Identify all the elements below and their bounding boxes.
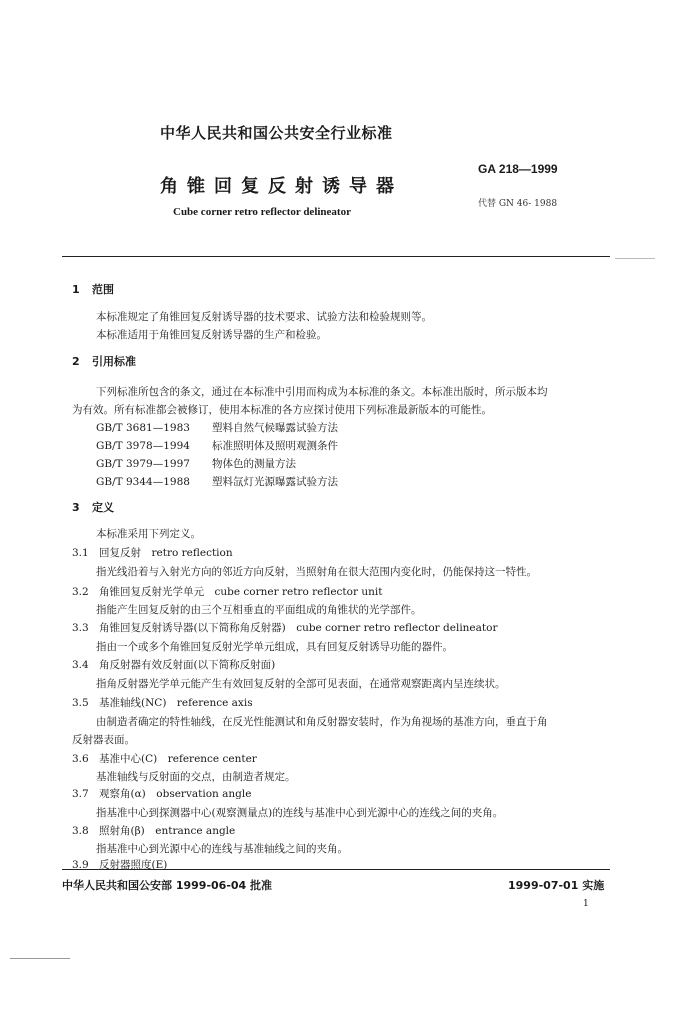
page-number: 1 <box>583 899 589 909</box>
reference-item <box>96 438 338 453</box>
section-number: 1 <box>72 283 80 296</box>
clause-3-6 <box>72 751 257 766</box>
document-title: 角锥回复反射诱导器 <box>160 176 403 197</box>
clause-3-8 <box>72 823 235 838</box>
clause-definition: 由制造者确定的特性轴线，在反光性能测试和角反射器安装时，作为角视场的基准方向，垂直于角 <box>96 716 548 728</box>
reference-item <box>96 474 338 489</box>
clause-number: 3.3 <box>72 622 89 634</box>
scan-margin-mark <box>615 258 655 259</box>
section-title: 定义 <box>92 501 114 514</box>
clause-3-1 <box>72 545 233 560</box>
standard-number: GA 218—1999 <box>478 162 558 176</box>
issuing-organization: 中华人民共和国公共安全行业标准 <box>160 124 393 142</box>
clause-3-3 <box>72 620 497 635</box>
clause-definition: 基准轴线与反射面的交点，由制造者规定。 <box>96 771 296 783</box>
clause-number: 3.1 <box>72 547 89 559</box>
clause-definition: 指角反射器光学单元能产生有效回复反射的全部可见表面，在通常观察距离内呈连续状。 <box>96 678 506 690</box>
reference-code: GB/T 3979—1997 <box>96 458 190 470</box>
document-subtitle-english: Cube corner retro reflector delineator <box>173 206 351 218</box>
clause-term: 照射角(β) entrance angle <box>99 825 236 837</box>
reference-name: 塑料自然气候曝露试验方法 <box>212 422 338 434</box>
clause-definition: 指由一个或多个角锥回复反射光学单元组成，具有回复反射诱导功能的器件。 <box>96 641 453 653</box>
clause-term: 观察角(α) observation angle <box>99 788 252 800</box>
clause-3-7 <box>72 786 251 801</box>
paragraph: 下列标准所包含的条文，通过在本标准中引用而构成为本标准的条文。本标准出版时，所示版本均 <box>96 386 548 398</box>
footer-divider <box>62 869 610 870</box>
clause-definition: 指能产生回复反射的由三个互相垂直的平面组成的角锥状的光学部件。 <box>96 604 422 616</box>
section-1-heading <box>72 281 114 297</box>
clause-number: 3.6 <box>72 753 89 765</box>
approval-line: 中华人民共和国公安部 1999-06-04 批准 <box>62 879 273 892</box>
reference-code: GB/T 3681—1983 <box>96 422 190 434</box>
section-number: 3 <box>72 501 80 514</box>
paragraph: 本标准适用于角锥回复反射诱导器的生产和检验。 <box>96 329 327 341</box>
clause-number: 3.2 <box>72 586 89 598</box>
clause-term: 角锥回复反射光学单元 cube corner retro reflector unit <box>99 586 383 598</box>
paragraph-continued: 为有效。所有标准都会被修订，使用本标准的各方应探讨使用下列标准最新版本的可能性。 <box>72 404 492 416</box>
paragraph: 本标准规定了角锥回复反射诱导器的技术要求、试验方法和检验规则等。 <box>96 311 432 323</box>
clause-number: 3.5 <box>72 697 89 709</box>
scan-margin-mark <box>10 958 70 959</box>
clause-term: 角锥回复反射诱导器(以下简称角反射器) cube corner retro reflector delineator <box>99 622 498 634</box>
section-3-heading <box>72 499 114 515</box>
clause-number: 3.9 <box>72 859 89 871</box>
section-2-heading <box>72 353 136 369</box>
clause-3-4 <box>72 657 275 672</box>
clause-definition: 指基准中心到探测器中心(观察测量点)的连线与基准中心到光源中心的连线之间的夹角。 <box>96 807 504 819</box>
clause-term: 回复反射 retro reflection <box>99 547 233 559</box>
replaces-note: 代替 GN 46- 1988 <box>478 199 558 209</box>
reference-name: 标准照明体及照明观测条件 <box>212 440 338 452</box>
clause-term: 角反射器有效反射面(以下简称反射面) <box>99 659 276 671</box>
clause-number: 3.7 <box>72 788 89 800</box>
section-title: 引用标准 <box>92 355 136 368</box>
reference-name: 物体色的测量方法 <box>212 458 296 470</box>
clause-term: 反射器照度(E) <box>99 859 168 871</box>
reference-code: GB/T 9344—1988 <box>96 476 190 488</box>
clause-3-5 <box>72 695 253 710</box>
effective-date: 1999-07-01 实施 <box>508 879 605 892</box>
reference-code: GB/T 3978—1994 <box>96 440 190 452</box>
reference-name: 塑料氙灯光源曝露试验方法 <box>212 476 338 488</box>
reference-item <box>96 456 296 471</box>
clause-number: 3.8 <box>72 825 89 837</box>
clause-definition: 指光线沿着与入射光方向的邻近方向反射，当照射角在很大范围内变化时，仍能保持这一特性。 <box>96 566 537 578</box>
clause-number: 3.4 <box>72 659 89 671</box>
section-title: 范围 <box>92 283 114 296</box>
paragraph: 本标准采用下列定义。 <box>96 528 201 540</box>
clause-term: 基准轴线(NC) reference axis <box>99 697 253 709</box>
header-divider <box>62 256 610 257</box>
reference-item <box>96 420 338 435</box>
section-number: 2 <box>72 355 80 368</box>
clause-definition-continued: 反射器表面。 <box>72 734 135 746</box>
clause-term: 基准中心(C) reference center <box>99 753 257 765</box>
clause-definition: 指基准中心到光源中心的连线与基准轴线之间的夹角。 <box>96 843 348 855</box>
clause-3-2 <box>72 584 382 599</box>
